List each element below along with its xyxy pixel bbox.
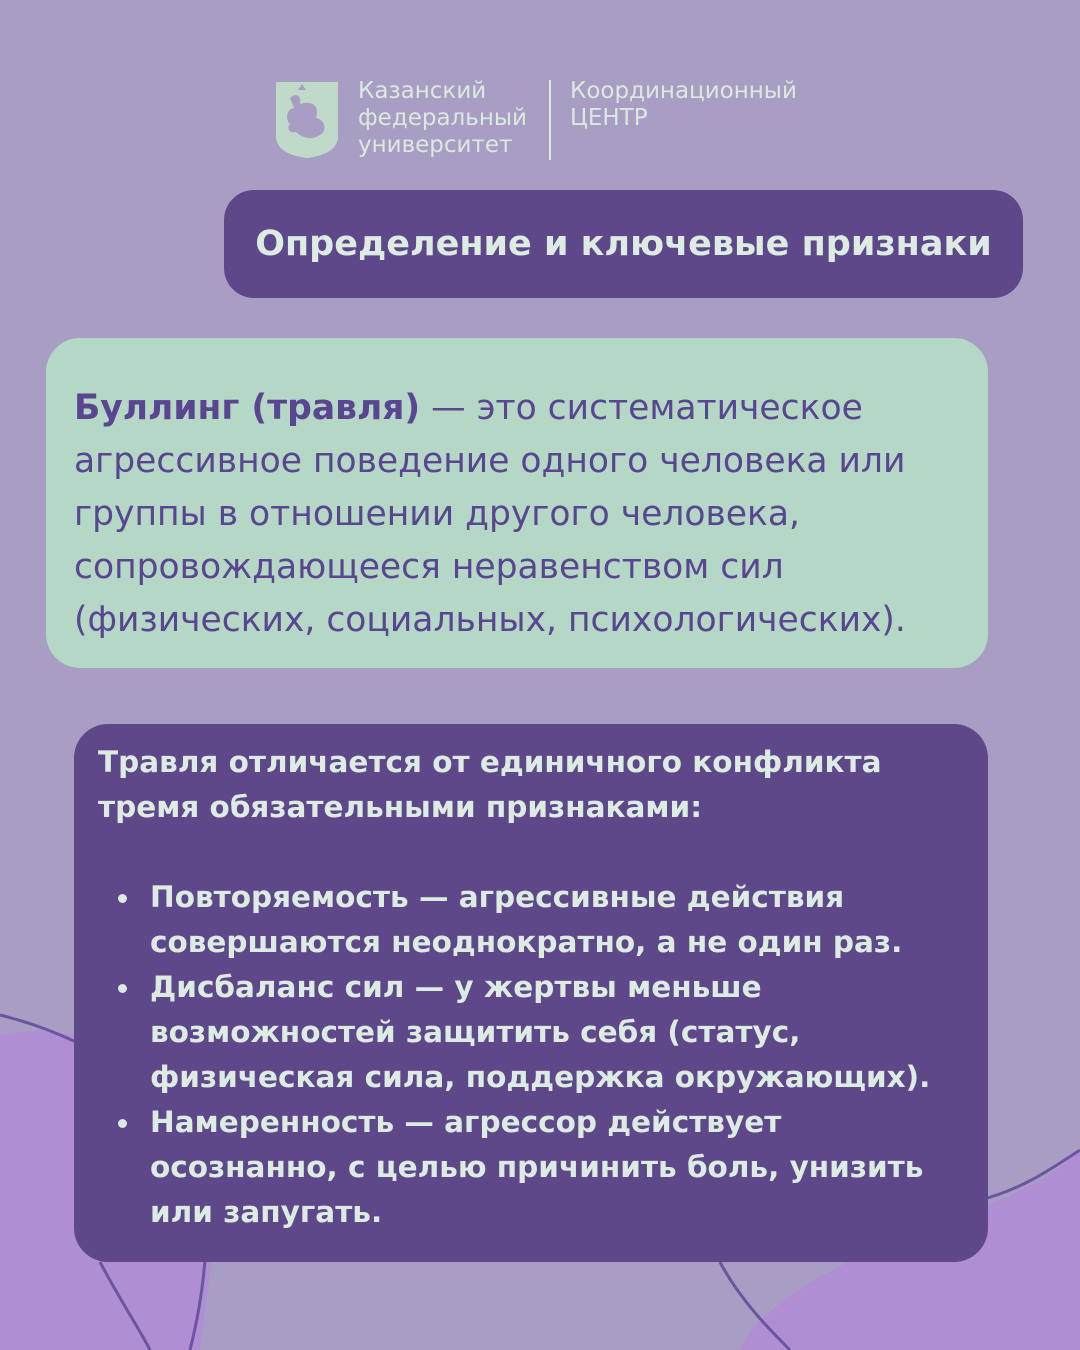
university-name	[358, 78, 548, 159]
list-item	[98, 875, 968, 965]
bullet-icon	[118, 1119, 127, 1128]
list-item-text: Дисбаланс сил — у жертвы меньше возможностей защитить себя (статус, физическая сила, поддержка окружающих).	[150, 970, 931, 1094]
header-divider	[549, 80, 551, 160]
signs-intro: Травля отличается от единичного конфликта тремя обязательными признаками:	[98, 745, 882, 824]
list-item	[98, 965, 968, 1100]
page-title: Определение и ключевые признаки	[255, 224, 992, 264]
center-line-1: Координационный	[570, 78, 797, 104]
university-line-2: федеральный	[358, 105, 527, 131]
list-item-text: Намеренность — агрессор действует осознанно, с целью причинить боль, унизить или запугать.	[150, 1105, 924, 1229]
university-line-3: университет	[358, 132, 513, 158]
signs-list	[98, 875, 968, 1235]
definition-term: Буллинг (травля)	[74, 388, 421, 428]
center-name	[570, 78, 797, 132]
bullet-icon	[118, 984, 127, 993]
bullet-icon	[118, 894, 127, 903]
definition-box	[46, 338, 988, 668]
list-item-text: Повторяемость — агрессивные действия совершаются неоднократно, а не один раз.	[150, 880, 903, 959]
definition-text: — это систематическое агрессивное поведение одного человека или группы в отношении другого человека, сопровождающееся неравенством сил (физических, социальных, психологических).	[74, 388, 906, 640]
list-item	[98, 1100, 968, 1235]
title-pill	[224, 190, 1023, 298]
university-line-1: Казанский	[358, 78, 487, 104]
definition-paragraph	[74, 382, 968, 647]
signs-box	[74, 724, 988, 1262]
kfu-logo-icon	[272, 78, 342, 160]
center-line-2: ЦЕНТР	[570, 105, 648, 131]
